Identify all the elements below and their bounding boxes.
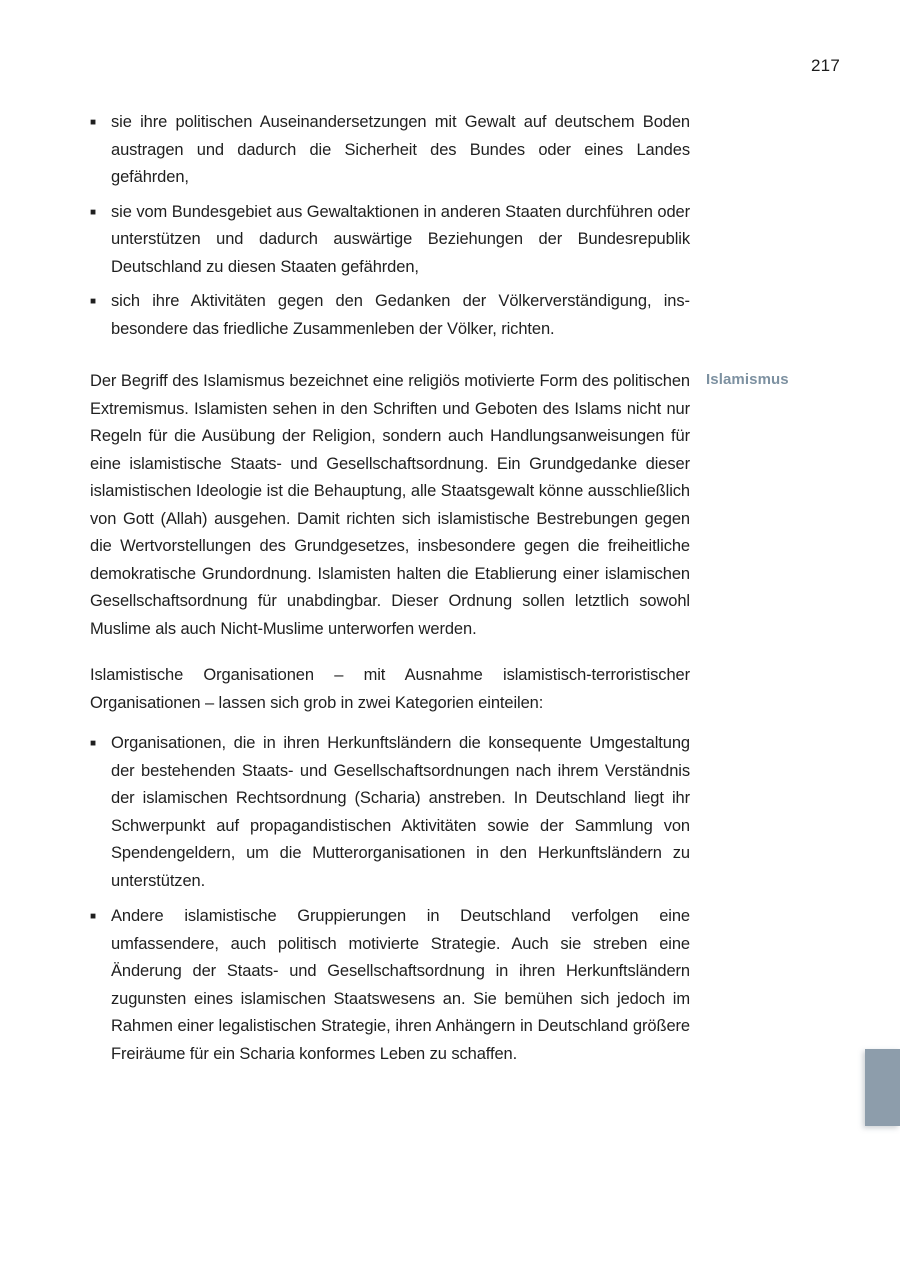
bullet-square-icon: ■ xyxy=(90,296,96,307)
list-item-text: sich ihre Aktivitäten gegen den Gedanken der Völkerverständigung, insbesondere das friedliche Zusammenleben der Völker, richten. xyxy=(111,292,690,338)
bullet-list-categories xyxy=(90,730,690,1068)
list-item xyxy=(90,903,690,1068)
list-item-text: sie ihre politischen Auseinandersetzungen mit Gewalt auf deutschem Boden austragen und dadurch die Sicherheit des Bundes oder eines Landes gefährden, xyxy=(111,113,690,186)
list-item xyxy=(90,199,690,282)
list-item xyxy=(90,109,690,192)
bullet-square-icon: ■ xyxy=(90,117,96,128)
paragraph-islamismus-definition: Der Begriff des Islamismus bezeichnet eine religiös motivierte Form des politischen Extremismus. Islamisten sehen in den Schriften und Geboten des Islams nicht nur Regeln für die Ausübung der Religion, sondern auch Handlungsanweisungen für eine islamistische Staats- und Gesellschaftsordnung. Ein Grundgedanke dieser islamistischen Ideologie ist die Behauptung, alle Staatsgewalt könne ausschließlich von Gott (Allah) ausgehen. Damit richten sich islamistische Bestrebungen gegen die Wertvorstellungen des Grundgesetzes, insbesondere gegen die freiheitliche demokratische Grundordnung. Islamisten halten die Etablierung einer islamischen Gesellschaftsordnung für unabdingbar. Dieser Ordnung sollen letztlich sowohl Muslime als auch Nicht-Muslime unterworfen werden. xyxy=(90,372,690,638)
list-item-text: Andere islamistische Gruppierungen in Deutschland verfolgen eine umfassendere, auch politisch motivierte Strategie. Auch sie streben eine Änderung der Staats- und Gesellschaftsordnung in ihren Herkunftsländern zugunsten eines islamischen Staatswesens an. Sie bemühen sich jedoch im Rahmen einer legalistischen Strategie, ihren Anhängern in Deutschland größere Freiräume für ein Scharia konformes Leben zu schaffen. xyxy=(111,907,690,1063)
page-number: 217 xyxy=(811,56,840,75)
list-item xyxy=(90,288,690,343)
list-item-text: Organisationen, die in ihren Herkunftsländern die konsequente Umgestaltung der bestehenden Staats- und Gesellschaftsordnungen nach ihrem Verständnis der islamischen Rechtsordnung (Scharia) anstreben. In Deutschland liegt ihr Schwerpunkt auf propagandistischen Aktivitäten sowie der Sammlung von Spendengeldern, um die Mutterorganisationen in den Herkunftsländern zu unterstützen. xyxy=(111,734,690,890)
list-item xyxy=(90,730,690,895)
bullet-list-conditions xyxy=(90,109,690,343)
bullet-square-icon: ■ xyxy=(90,911,96,922)
paragraph-organisationen-intro: Islamistische Organisationen – mit Ausnahme islamistisch-terroristischer Organisationen – lassen sich grob in zwei Kategorien einteilen: xyxy=(90,666,690,712)
bullet-square-icon: ■ xyxy=(90,206,96,218)
margin-note-islamismus: Islamismus xyxy=(706,371,789,388)
main-text-column xyxy=(90,109,690,1068)
bullet-square-icon: ■ xyxy=(90,738,96,749)
list-item-text: sie vom Bundesgebiet aus Gewaltaktionen in anderen Staaten durchführen oder unterstützen und dadurch auswärtige Beziehungen der Bundesrepublik Deutschland zu diesen Staaten gefährden, xyxy=(111,202,690,276)
chapter-edge-tab xyxy=(865,1049,900,1126)
